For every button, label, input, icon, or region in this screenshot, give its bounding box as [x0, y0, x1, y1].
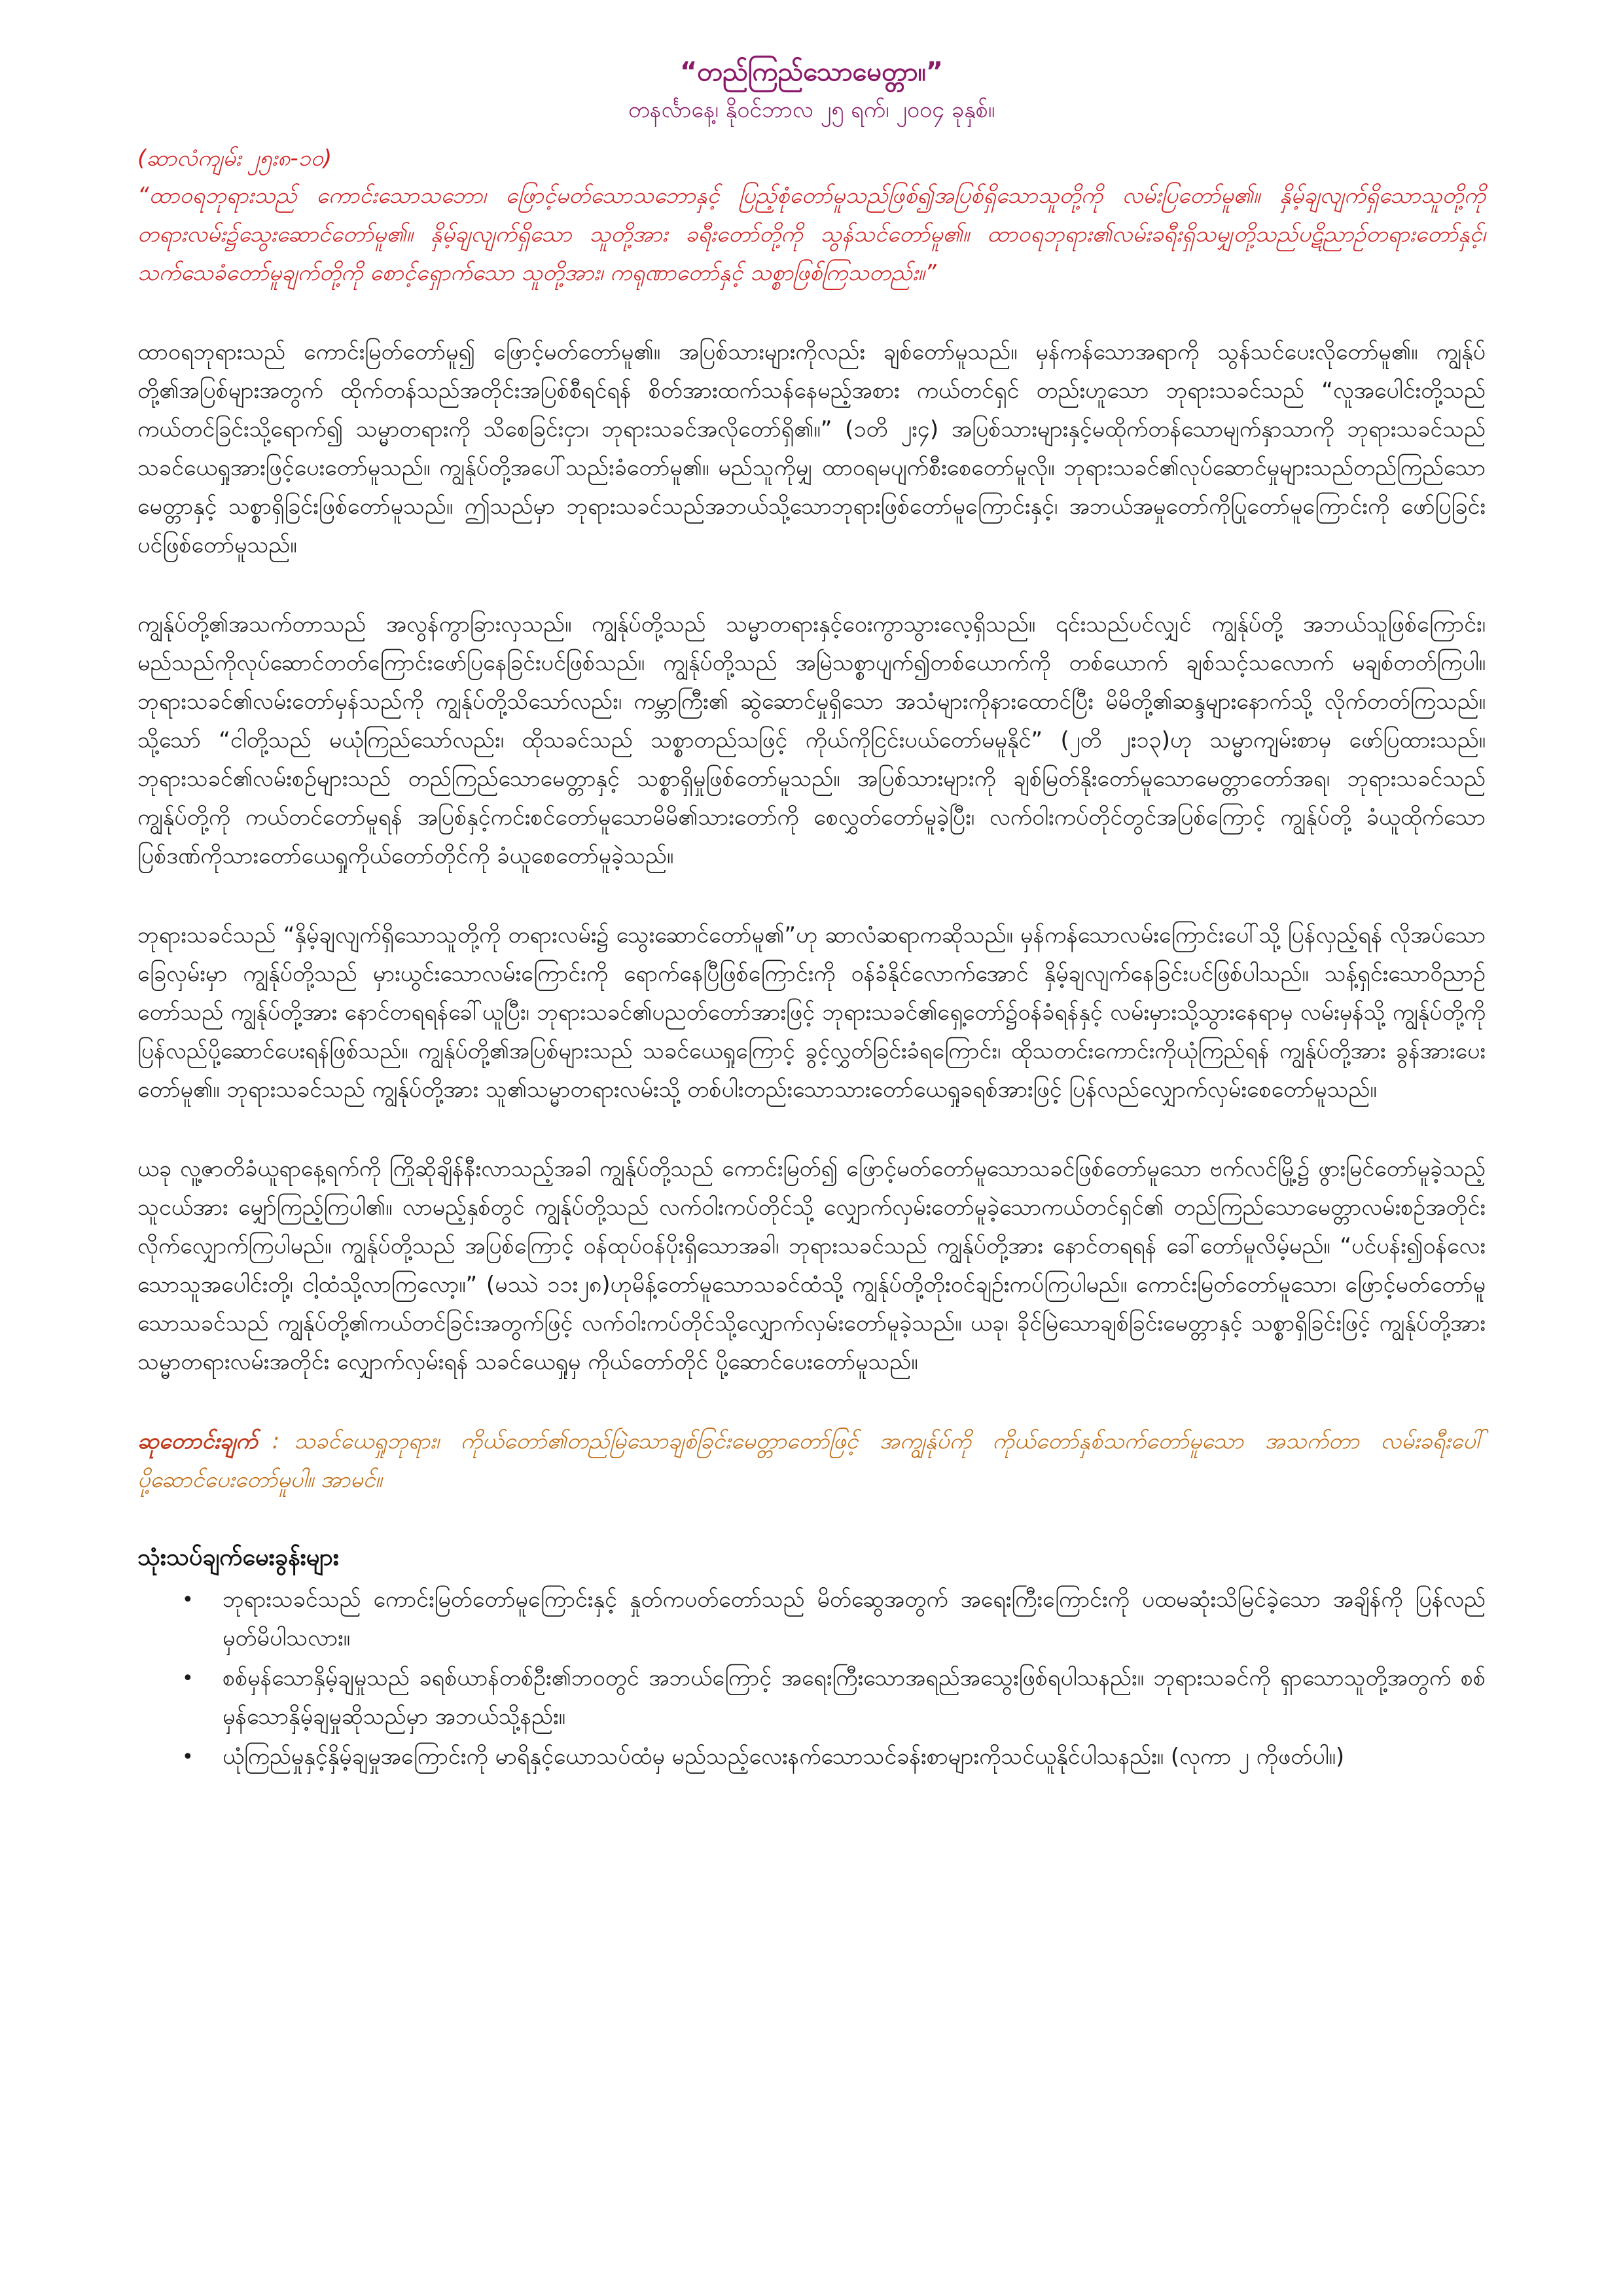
reflection-item [137, 1738, 1486, 1776]
bullet-icon: • [182, 1746, 194, 1768]
bullet-icon: • [182, 1588, 194, 1611]
body-paragraph-4: ယခု လူ့ဇာတိခံယူရာနေ့ရက်ကို ကြိုဆိုချိန်နီးလာသည့်အခါ ကျွန်ုပ်တို့သည် ကောင်းမြတ်၍ ဖြောင့်မတ်တော်မူသောသခင်ဖြစ်တော်မူသော ဗက်လင်မြို့၌ ဖွားမြင်တော်မူခဲ့သည့်သူငယ်အား မျှော်ကြည့်ကြပါ၏။ လာမည့်နှစ်တွင် ကျွန်ုပ်တို့သည် လက်ဝါးကပ်တိုင်သို့ လျှောက်လှမ်းတော်မူခဲ့သောကယ်တင်ရှင်၏ တည်ကြည်သောမေတ္တာလမ်းစဉ်အတိုင်း လိုက်လျှောက်ကြပါမည်။ ကျွန်ုပ်တို့သည် အပြစ်ကြောင့် ဝန်ထုပ်ဝန်ပိုးရှိသောအခါ၊ ဘုရားသခင်သည် ကျွန်ုပ်တို့အား နောင်တရရန် ခေါ်တော်မူလိမ့်မည်။ “ပင်ပန်း၍ဝန်လေးသောသူအပေါင်းတို့၊ ငါ့ထံသို့လာကြလော့။” (မဿဲ ၁၁း၂၈)ဟုမိန့်တော်မူသောသခင်ထံသို့ ကျွန်ုပ်တို့တိုးဝင်ချဉ်းကပ်ကြပါမည်။ ကောင်းမြတ်တော်မူသော၊ ဖြောင့်မတ်တော်မူသောသခင်သည် ကျွန်ုပ်တို့၏ကယ်တင်ခြင်းအတွက်ဖြင့် လက်ဝါးကပ်တိုင်သို့လျှောက်လှမ်းတော်မူခဲ့သည်။ ယခု၊ ခိုင်မြဲသောချစ်ခြင်းမေတ္တာနှင့် သစ္စာရှိခြင်းဖြင့် ကျွန်ုပ်တို့အားသမ္မာတရားလမ်းအတိုင်း လျှောက်လှမ်းရန် သခင်ယေရှုမှ ကိုယ်တော်တိုင် ပို့ဆောင်ပေးတော်မူသည်။ [137, 1156, 1486, 1375]
page-title: “တည်ကြည်သောမေတ္တာ။” [679, 57, 944, 87]
bullet-icon: • [182, 1667, 194, 1690]
body-paragraph-3: ဘုရားသခင်သည် “နှိမ့်ချလျက်ရှိသောသူတို့ကို တရားလမ်း၌ သွေးဆောင်တော်မူ၏”ဟု ဆာလံဆရာကဆိုသည်။ မှန်ကန်သောလမ်းကြောင်းပေါ်သို့ ပြန်လှည့်ရန် လိုအပ်သောခြေလှမ်းမှာ ကျွန်ုပ်တို့သည် မှားယွင်းသောလမ်းကြောင်းကို ရောက်နေပြီဖြစ်ကြောင်းကို ဝန်ခံနိုင်လောက်အောင် နှိမ့်ချလျက်နေခြင်းပင်ဖြစ်ပါသည်။ သန့်ရှင်းသောဝိညာဉ်တော်သည် ကျွန်ုပ်တို့အား နောင်တရရန်ခေါ်ယူပြီး၊ ဘုရားသခင်၏ပညတ်တော်အားဖြင့် ဘုရားသခင်၏ရှေ့တော်၌ဝန်ခံရန်နှင့် လမ်းမှားသို့သွားနေရာမှ လမ်းမှန်သို့ ကျွန်ုပ်တို့ကို ပြန်လည်ပို့ဆောင်ပေးရန်ဖြစ်သည်။ ကျွန်ုပ်တို့၏အပြစ်များသည် သခင်ယေရှုကြောင့် ခွင့်လွှတ်ခြင်းခံရကြောင်း၊ ထိုသတင်းကောင်းကိုယုံကြည်ရန် ကျွန်ုပ်တို့အား ခွန်အားပေးတော်မူ၏။ ဘုရားသခင်သည် ကျွန်ုပ်တို့အား သူ၏သမ္မာတရားလမ်းသို့ တစ်ပါးတည်းသောသားတော်ယေရှုခရစ်အားဖြင့် ပြန်လည်လျှောက်လှမ်းစေတော်မူသည်။ [137, 922, 1486, 1103]
body-paragraph-2: ကျွန်ုပ်တို့၏အသက်တာသည် အလွန်ကွာခြားလှသည်။ ကျွန်ုပ်တို့သည် သမ္မာတရားနှင့်ဝေးကွာသွားလေ့ရှိသည်။ ၎င်းသည်ပင်လျှင် ကျွန်ုပ်တို့ အဘယ်သူဖြစ်ကြောင်း၊ မည်သည်ကိုလုပ်ဆောင်တတ်ကြောင်းဖော်ပြနေခြင်းပင်ဖြစ်သည်။ ကျွန်ုပ်တို့သည် အမြဲသစ္စာပျက်၍တစ်ယောက်ကို တစ်ယောက် ချစ်သင့်သလောက် မချစ်တတ်ကြပါ။ ဘုရားသခင်၏လမ်းတော်မှန်သည်ကို ကျွန်ုပ်တို့သိသော်လည်း၊ ကမ္ဘာကြီး၏ ဆွဲဆောင်မှုရှိသော အသံများကိုနားထောင်ပြီး မိမိတို့၏ဆန္ဒများနောက်သို့ လိုက်တတ်ကြသည်။ သို့သော် “ငါတို့သည် မယုံကြည်သော်လည်း၊ ထိုသခင်သည် သစ္စာတည်သဖြင့် ကိုယ်ကိုငြင်းပယ်တော်မမူနိုင်” (၂တိ ၂း၁၃)ဟု သမ္မာကျမ်းစာမှ ဖော်ပြထားသည်။ ဘုရားသခင်၏လမ်းစဉ်များသည် တည်ကြည်သောမေတ္တာနှင့် သစ္စာရှိမှုဖြစ်တော်မူသည်။ အပြစ်သားများကို ချစ်မြတ်နိုးတော်မူသောမေတ္တာတော်အရ၊ ဘုရားသခင်သည် ကျွန်ုပ်တို့ကို ကယ်တင်တော်မူရန် အပြစ်နှင့်ကင်းစင်တော်မူသောမိမိ၏သားတော်ကို စေလွှတ်တော်မူခဲ့ပြီး၊ လက်ဝါးကပ်တိုင်တွင်အပြစ်ကြောင့် ကျွန်ုပ်တို့ ခံယူထိုက်သော ပြစ်ဒဏ်ကိုသားတော်ယေရှုကိုယ်တော်တိုင်ကို ခံယူစေတော်မူခဲ့သည်။ [137, 611, 1486, 869]
devotional-page [137, 52, 1486, 1778]
reflection-item-text: ယုံကြည်မှုနှင့်နှိမ့်ချမှုအကြောင်းကို မာရိနှင့်ယောသပ်ထံမှ မည်သည့်လေးနက်သောသင်ခန်းစာများကိုသင်ယူနိုင်ပါသနည်း။ (လုကာ ၂ ကိုဖတ်ပါ။) [223, 1744, 1345, 1770]
prayer-separator: : [272, 1428, 280, 1454]
reflection-item [137, 1581, 1486, 1658]
reflection-heading: သုံးသပ်ချက်မေးခွန်းများ [137, 1544, 339, 1571]
prayer-text: သခင်ယေရှုဘုရား၊ ကိုယ်တော်၏တည်မြဲသောချစ်ခြင်းမေတ္တာတော်ဖြင့် အကျွန်ုပ်ကို ကိုယ်တော်နှစ်သက်တော်မူသော အသက်တာ လမ်းခရီးပေါ် ပို့ဆောင်ပေးတော်မူပါ။ အာမင်။ [137, 1428, 1486, 1493]
scripture-quote: “ထာဝရဘုရားသည် ကောင်းသောသဘော၊ ဖြောင့်မတ်သောသဘောနှင့် ပြည့်စုံတော်မူသည်ဖြစ်၍အပြစ်ရှိသောသူတို့ကို လမ်းပြတော်မူ၏။ နှိမ့်ချလျက်ရှိသောသူတို့ကို တရားလမ်း၌သွေးဆောင်တော်မူ၏။ နှိမ့်ချလျက်ရှိသော သူတို့အား ခရီးတော်တို့ကို သွန်သင်တော်မူ၏။ ထာဝရဘုရား၏လမ်းခရီးရှိသမျှတို့သည်ပဋိညာဉ်တရားတော်နှင့်၊ သက်သေခံတော်မူချက်တို့ကို စောင့်ရှောက်သော သူတို့အား၊ ကရုဏာတော်နှင့် သစ္စာဖြစ်ကြသတည်း။” [137, 183, 1486, 286]
prayer-label: ဆုတောင်းချက် [137, 1428, 258, 1454]
reflection-item-text: ဘုရားသခင်သည် ကောင်းမြတ်တော်မူကြောင်းနှင့် နှုတ်ကပတ်တော်သည် မိတ်ဆွေအတွက် အရေးကြီးကြောင်းကို ပထမဆုံးသိမြင်ခဲ့သော အချိန်ကို ပြန်လည်မှတ်မိပါသလား။ [223, 1587, 1486, 1651]
reflection-item-text: စစ်မှန်သောနှိမ့်ချမှုသည် ခရစ်ယာန်တစ်ဦး၏ဘဝတွင် အဘယ်ကြောင့် အရေးကြီးသောအရည်အသွေးဖြစ်ရပါသနည်း။ ဘုရားသခင်ကို ရှာသောသူတို့အတွက် စစ်မှန်သောနှိမ့်ချမှုဆိုသည်မှာ အဘယ်သို့နည်း။ [223, 1665, 1486, 1730]
body-paragraph-1: ထာဝရဘုရားသည် ကောင်းမြတ်တော်မူ၍ ဖြောင့်မတ်တော်မူ၏။ အပြစ်သားများကိုလည်း ချစ်တော်မူသည်။ မှန်ကန်သောအရာကို သွန်သင်ပေးလိုတော်မူ၏။ ကျွန်ုပ်တို့၏အပြစ်များအတွက် ထိုက်တန်သည်အတိုင်းအပြစ်စီရင်ရန် စိတ်အားထက်သန်နေမည့်အစား ကယ်တင်ရှင် တည်းဟူသော ဘုရားသခင်သည် “လူအပေါင်းတို့သည် ကယ်တင်ခြင်းသို့ရောက်၍ သမ္မာတရားကို သိစေခြင်းငှာ၊ ဘုရားသခင်အလိုတော်ရှိ၏။” (၁တိ ၂း၄) အပြစ်သားများနှင့်မထိုက်တန်သောမျက်နှာသာကို ဘုရားသခင်သည် သခင်ယေရှုအားဖြင့်ပေးတော်မူသည်။ ကျွန်ုပ်တို့အပေါ်သည်းခံတော်မူ၏။ မည်သူကိုမျှ ထာဝရမပျက်စီးစေတော်မူလို။ ဘုရားသခင်၏လုပ်ဆောင်မှုများသည်တည်ကြည်သောမေတ္တာနှင့် သစ္စာရှိခြင်းဖြစ်တော်မူသည်။ ဤသည်မှာ ဘုရားသခင်သည်အဘယ်သို့သောဘုရားဖြစ်တော်မူကြောင်းနှင့်၊ အဘယ်အမှုတော်ကိုပြုတော်မူကြောင်းကို ဖော်ပြခြင်းပင်ဖြစ်တော်မူသည်။ [137, 339, 1486, 558]
reflection-item [137, 1659, 1486, 1736]
reflection-list [137, 1581, 1486, 1776]
scripture-reference: (ဆာလံကျမ်း ၂၅း၈-၁၀) [137, 145, 332, 171]
page-date: တနင်္လာနေ့၊ နိုဝင်ဘာလ ၂၅ ရက်၊ ၂၀၀၄ ခုနှစ်။ [628, 97, 995, 123]
prayer-section [137, 1422, 1486, 1499]
